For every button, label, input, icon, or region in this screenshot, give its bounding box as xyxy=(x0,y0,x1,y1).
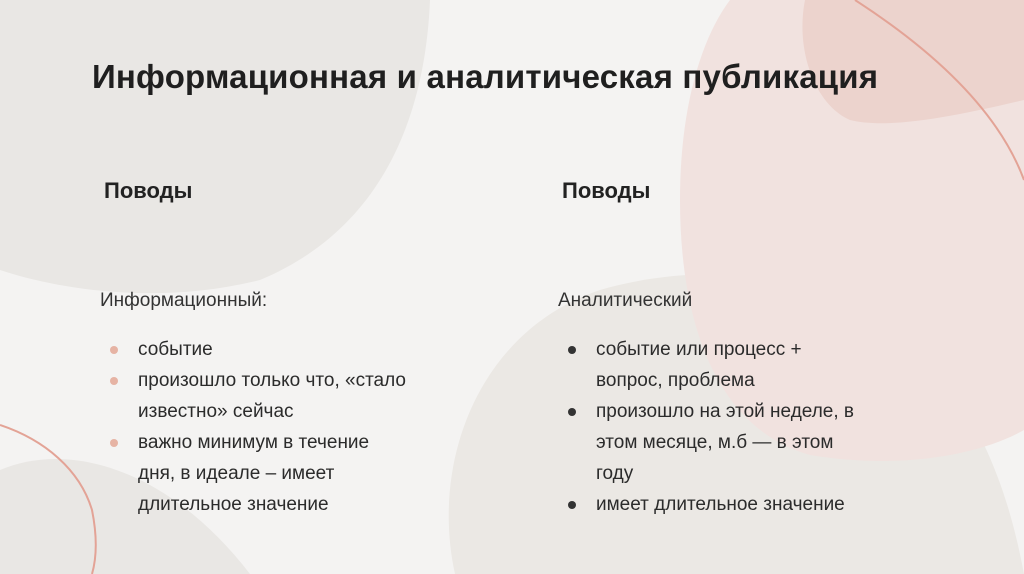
bullet-line: событие или процесс + xyxy=(596,339,802,360)
bullet-line: произошло на этой неделе, в xyxy=(596,401,855,422)
bullet-line: дня, в идеале – имеет xyxy=(138,463,335,484)
bullet-line: имеет длительное значение xyxy=(596,494,845,515)
list-item xyxy=(100,427,460,520)
bullet-dot-icon xyxy=(568,346,576,354)
bullet-line: году xyxy=(596,463,634,484)
bullet-line: этом месяце, м.б — в этом xyxy=(596,432,834,453)
bullet-dot-icon xyxy=(110,377,118,385)
bullet-dot-icon xyxy=(568,501,576,509)
left-subtitle: Информационный: xyxy=(100,290,268,311)
list-item xyxy=(100,365,460,427)
bullet-line: важно минимум в течение xyxy=(138,432,370,453)
left-column xyxy=(100,178,460,520)
bullet-dot-icon xyxy=(110,346,118,354)
list-item xyxy=(100,334,460,365)
left-heading: Поводы xyxy=(104,178,193,203)
right-subtitle: Аналитический xyxy=(558,290,693,311)
right-column xyxy=(558,178,918,520)
bullet-line: известно» сейчас xyxy=(138,401,294,422)
left-bullet-list xyxy=(100,334,460,520)
bullet-dot-icon xyxy=(568,408,576,416)
right-bullet-list xyxy=(558,334,918,520)
bullet-line: событие xyxy=(138,339,213,360)
bullet-line: произошло только что, «стало xyxy=(138,370,406,391)
bullet-line: длительное значение xyxy=(138,494,329,515)
list-item xyxy=(558,396,918,489)
bullet-line: вопрос, проблема xyxy=(596,370,755,391)
right-heading: Поводы xyxy=(562,178,651,203)
slide-title: Информационная и аналитическая публикация xyxy=(92,58,879,95)
list-item xyxy=(558,489,918,520)
bullet-dot-icon xyxy=(110,439,118,447)
list-item xyxy=(558,334,918,396)
